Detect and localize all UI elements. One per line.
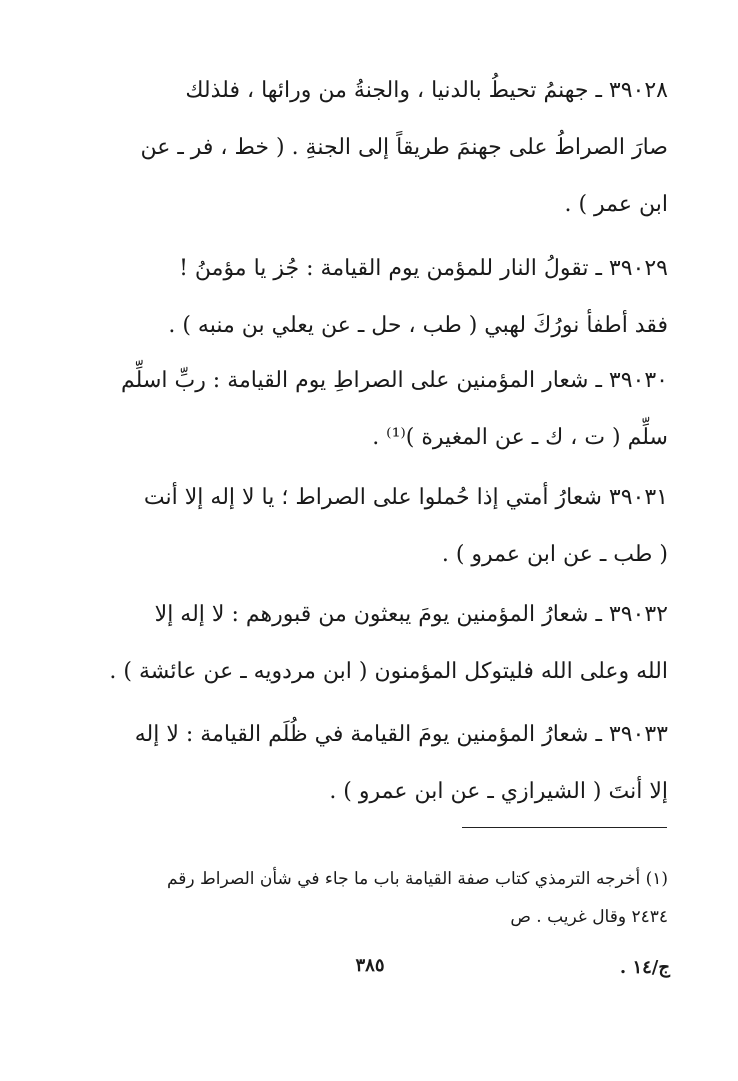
text-line: الله وعلى الله فليتوكل المؤمنون ( ابن مردويه ـ عن عائشة ) . [109, 659, 668, 684]
volume-marker: ج/١٤ . [619, 957, 670, 978]
footnote-divider [462, 827, 667, 828]
text-line: ( طب ـ عن ابن عمرو ) . [441, 542, 668, 567]
hadith-39033 [100, 706, 668, 820]
hadith-39031 [100, 469, 668, 583]
text-line: إلا أنتَ ( الشيرازي ـ عن ابن عمرو ) . [329, 779, 668, 804]
text-line: ٣٩٠٢٨ ـ جهنمُ تحيطُ بالدنيا ، والجنةُ من ورائها ، فلذلك [185, 78, 668, 103]
hadith-39032 [100, 586, 668, 700]
text-line: ٣٩٠٣٢ ـ شعارُ المؤمنين يومَ يبعثون من قبورهم : لا إله إلا [154, 602, 668, 627]
hadith-39029 [100, 240, 668, 354]
text-line: ٣٩٠٣١ شعارُ أمتي إذا حُملوا على الصراط ؛ يا لا إله إلا أنت [143, 485, 668, 510]
text-line: ٣٩٠٣٣ ـ شعارُ المؤمنين يومَ القيامة في ظُلَم القيامة : لا إله [134, 722, 668, 747]
hadith-39028 [100, 62, 668, 233]
footnote-line: (١) أخرجه الترمذي كتاب صفة القيامة باب ما جاء في شأن الصراط رقم [166, 869, 668, 889]
text-line: ٣٩٠٣٠ ـ شعار المؤمنين على الصراطِ يوم القيامة : ربِّ اسلِّم [121, 368, 668, 393]
page-number: ٣٨٥ [355, 955, 385, 976]
footnote [100, 860, 668, 936]
text-line: صارَ الصراطُ على جهنمَ طريقاً إلى الجنةِ . ( خط ، فر ـ عن [140, 135, 668, 160]
text-line: ٣٩٠٢٩ ـ تقولُ النار للمؤمن يوم القيامة : جُز يا مؤمنُ ! [179, 256, 668, 281]
hadith-39030 [100, 352, 668, 466]
text-line: سلِّم ( ت ، ك ـ عن المغيرة )⁽¹⁾ . [372, 425, 668, 450]
footnote-line: ٢٤٣٤ وقال غريب . ص [510, 907, 668, 927]
text-line: ابن عمر ) . [564, 192, 668, 217]
text-line: فقد أطفأ نورُكَ لهبي ( طب ، حل ـ عن يعلي بن منبه ) . [168, 313, 668, 338]
